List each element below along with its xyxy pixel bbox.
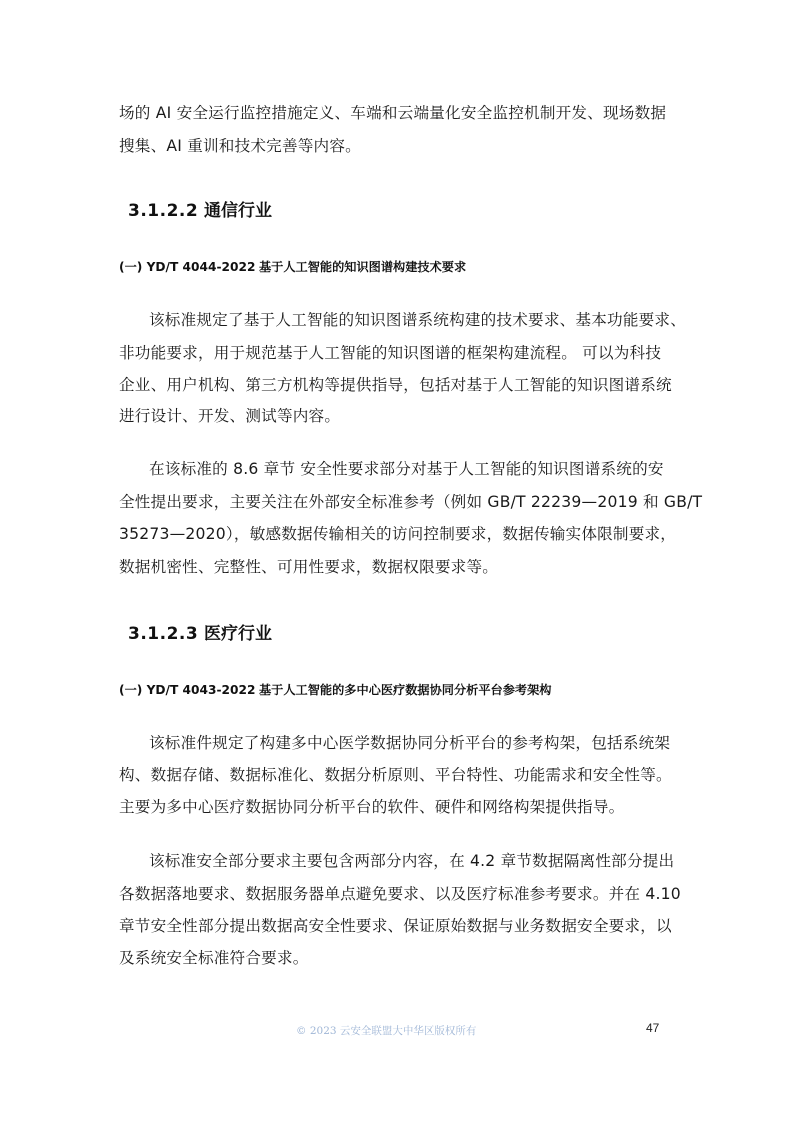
telecom-para1-line-2: 非功能要求，用于规范基于人工智能的知识图谱的框架构建流程。 可以为科技 bbox=[119, 344, 662, 362]
footer-copyright: © 2023 云安全联盟大中华区版权所有 bbox=[296, 1025, 477, 1037]
section-number: 3.1.2.2 bbox=[128, 201, 199, 221]
section-heading-medical bbox=[128, 619, 272, 644]
standard-code: (一) YD/T 4044-2022 bbox=[119, 260, 256, 274]
standard-name: 基于人工智能的知识图谱构建技术要求 bbox=[259, 260, 467, 274]
medical-para2-line-4: 及系统安全标准符合要求。 bbox=[119, 949, 309, 967]
telecom-para2-line-2: 全性提出要求，主要关注在外部安全标准参考（例如 GB/T 22239—2019 和 GB/T bbox=[119, 493, 703, 511]
standard-heading-medical bbox=[119, 681, 552, 698]
section-heading-telecom bbox=[128, 196, 272, 221]
medical-para2-line-2: 各数据落地要求、数据服务器单点避免要求、以及医疗标准参考要求。并在 4.10 bbox=[119, 885, 681, 903]
telecom-para1-line-1: 该标准规定了基于人工智能的知识图谱系统构建的技术要求、基本功能要求、 bbox=[149, 311, 686, 329]
section-title: 通信行业 bbox=[204, 201, 272, 221]
section-title: 医疗行业 bbox=[204, 624, 272, 644]
standard-heading-telecom bbox=[119, 258, 466, 275]
medical-para1-line-1: 该标准件规定了构建多中心医学数据协同分析平台的参考构架，包括系统架 bbox=[149, 734, 671, 752]
medical-para1-line-3: 主要为多中心医疗数据协同分析平台的软件、硬件和网络构架提供指导。 bbox=[119, 798, 625, 816]
standard-code: (一) YD/T 4043-2022 bbox=[119, 683, 256, 697]
medical-para2-line-1: 该标准安全部分要求主要包含两部分内容，在 4.2 章节数据隔离性部分提出 bbox=[149, 852, 675, 870]
medical-para1-line-2: 构、数据存储、数据标准化、数据分析原则、平台特性、功能需求和安全性等。 bbox=[119, 766, 672, 784]
standard-name: 基于人工智能的多中心医疗数据协同分析平台参考架构 bbox=[259, 683, 552, 697]
telecom-para1-line-3: 企业、用户机构、第三方机构等提供指导，包括对基于人工智能的知识图谱系统 bbox=[119, 376, 672, 394]
intro-line-1: 场的 AI 安全运行监控措施定义、车端和云端量化安全监控机制开发、现场数据 bbox=[119, 104, 667, 122]
telecom-para2-line-4: 数据机密性、完整性、可用性要求，数据权限要求等。 bbox=[119, 558, 499, 576]
page-number: 47 bbox=[646, 1021, 660, 1035]
telecom-para2-line-1: 在该标准的 8.6 章节 安全性要求部分对基于人工智能的知识图谱系统的安 bbox=[149, 460, 664, 478]
telecom-para1-line-4: 进行设计、开发、测试等内容。 bbox=[119, 407, 341, 425]
intro-line-2: 搜集、AI 重训和技术完善等内容。 bbox=[119, 137, 361, 155]
section-number: 3.1.2.3 bbox=[128, 624, 199, 644]
telecom-para2-line-3: 35273—2020），敏感数据传输相关的访问控制要求，数据传输实体限制要求， bbox=[119, 525, 677, 543]
medical-para2-line-3: 章节安全性部分提出数据高安全性要求、保证原始数据与业务数据安全要求，以 bbox=[119, 917, 672, 935]
